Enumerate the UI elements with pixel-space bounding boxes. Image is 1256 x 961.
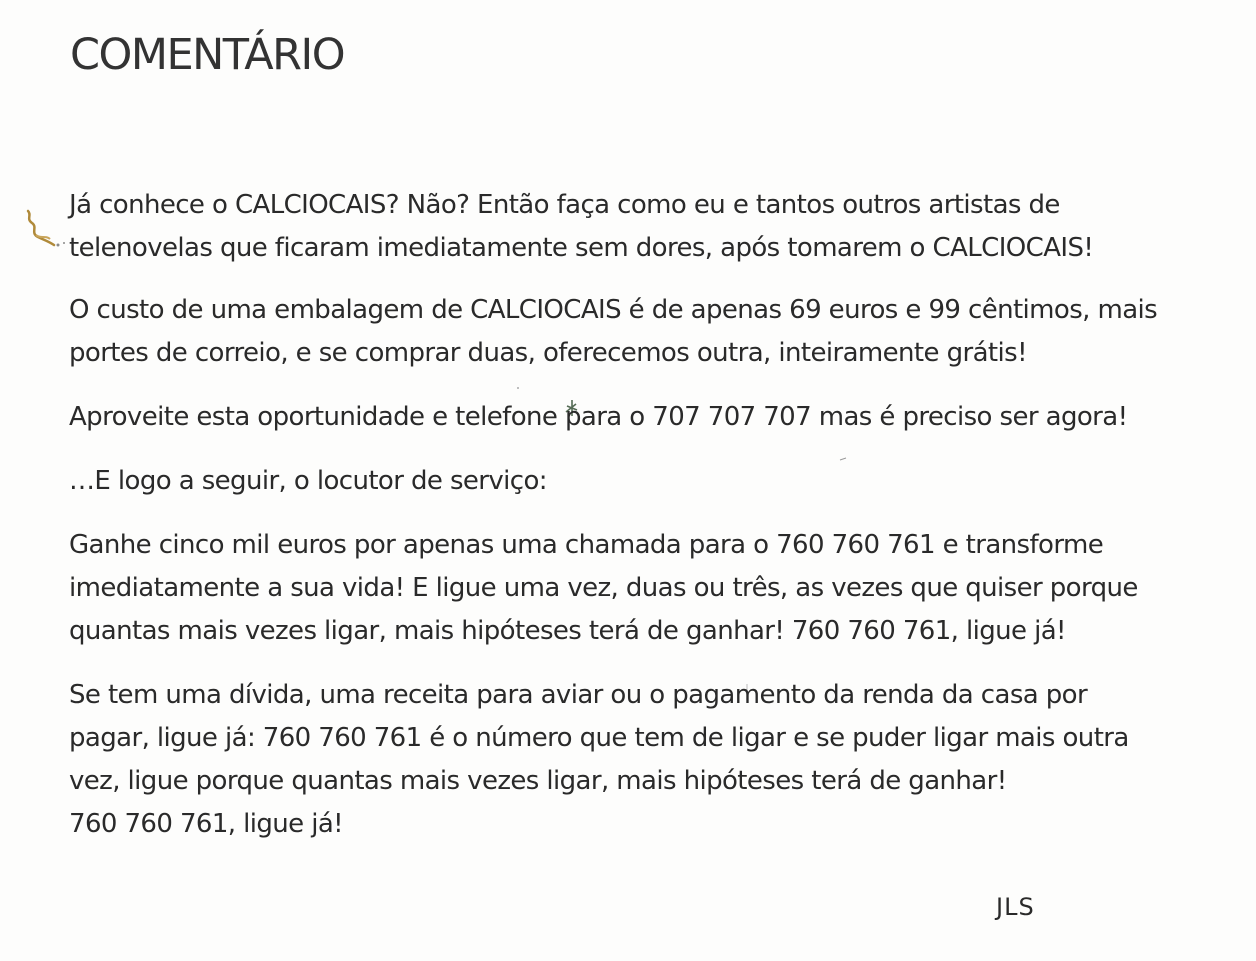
paragraph — [69, 524, 1244, 653]
text-line: 760 760 761, ligue já! — [69, 809, 344, 839]
text-line: imediatamente a sua vida! E ligue uma vez, duas ou três, as vezes que quiser porque — [69, 573, 1138, 603]
text-line: O custo de uma embalagem de CALCIOCAIS é de apenas 69 euros e 99 cêntimos, mais — [69, 295, 1158, 325]
page-title: COMENTÁRIO — [70, 30, 345, 80]
text-line: telenovelas que ficaram imediatamente sem dores, após tomarem o CALCIOCAIS! — [69, 233, 1094, 263]
text-line: vez, ligue porque quantas mais vezes ligar, mais hipóteses terá de ganhar! — [69, 766, 1007, 796]
paragraph — [69, 396, 1244, 439]
text-line: quantas mais vezes ligar, mais hipóteses terá de ganhar! 760 760 761, ligue já! — [69, 616, 1066, 646]
text-line: …E logo a seguir, o locutor de serviço: — [69, 466, 547, 496]
stain-mark-icon — [18, 205, 70, 255]
text-line: Já conhece o CALCIOCAIS? Não? Então faça como eu e tantos outros artistas de — [69, 190, 1060, 220]
text-line: pagar, ligue já: 760 760 761 é o número que tem de ligar e se puder ligar mais outra — [69, 723, 1129, 753]
author-signature: JLS — [996, 893, 1035, 921]
paragraph — [69, 289, 1244, 375]
text-line: portes de correio, e se comprar duas, oferecemos outra, inteiramente grátis! — [69, 338, 1027, 368]
text-line: Se tem uma dívida, uma receita para aviar ou o pagamento da renda da casa por — [69, 680, 1088, 710]
text-line: Aproveite esta oportunidade e telefone para o 707 707 707 mas é preciso ser agora! — [69, 402, 1128, 432]
paragraph — [69, 184, 1244, 270]
article-body — [69, 184, 1244, 846]
text-line: Ganhe cinco mil euros por apenas uma chamada para o 760 760 761 e transforme — [69, 530, 1104, 560]
paragraph — [69, 674, 1244, 846]
paragraph — [69, 460, 1244, 503]
